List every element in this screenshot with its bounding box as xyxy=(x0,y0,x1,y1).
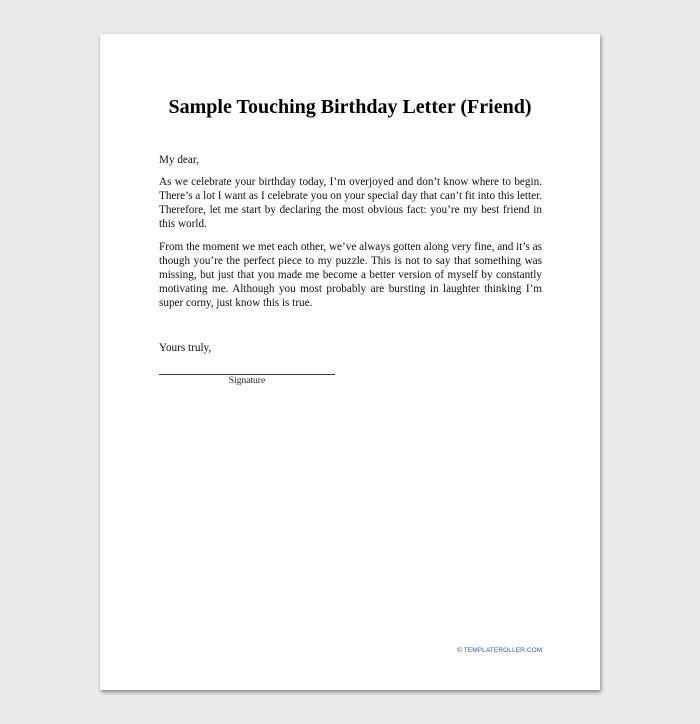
signature-label: Signature xyxy=(228,376,266,386)
signature-line xyxy=(159,374,335,375)
copyright-icon: © xyxy=(457,647,462,654)
footer-credit[interactable] xyxy=(457,647,542,654)
document-page xyxy=(100,34,600,690)
paragraph-1: As we celebrate your birthday today, I’m overjoyed and don’t know where to begin. There’s a lot I want as I celebrate you on your special day that can’t fit into this letter. Therefore, let me start by declaring the most obvious fact: you’re my best friend in this world. xyxy=(159,176,542,230)
footer-brand-link[interactable]: TEMPLATEROLLER.COM xyxy=(463,647,543,654)
document-title: Sample Touching Birthday Letter (Friend) xyxy=(168,96,532,118)
paragraph-2: From the moment we met each other, we’ve always gotten along very fine, and it’s as though you’re the perfect piece to my puzzle. This is not to say that something was missing, but just that you made me become a better version of myself by constantly motivating me. Although you most probably are bursting in laughter thinking I’m super corny, just know this is true. xyxy=(159,241,542,309)
salutation: My dear, xyxy=(159,154,199,166)
closing: Yours truly, xyxy=(159,342,212,354)
